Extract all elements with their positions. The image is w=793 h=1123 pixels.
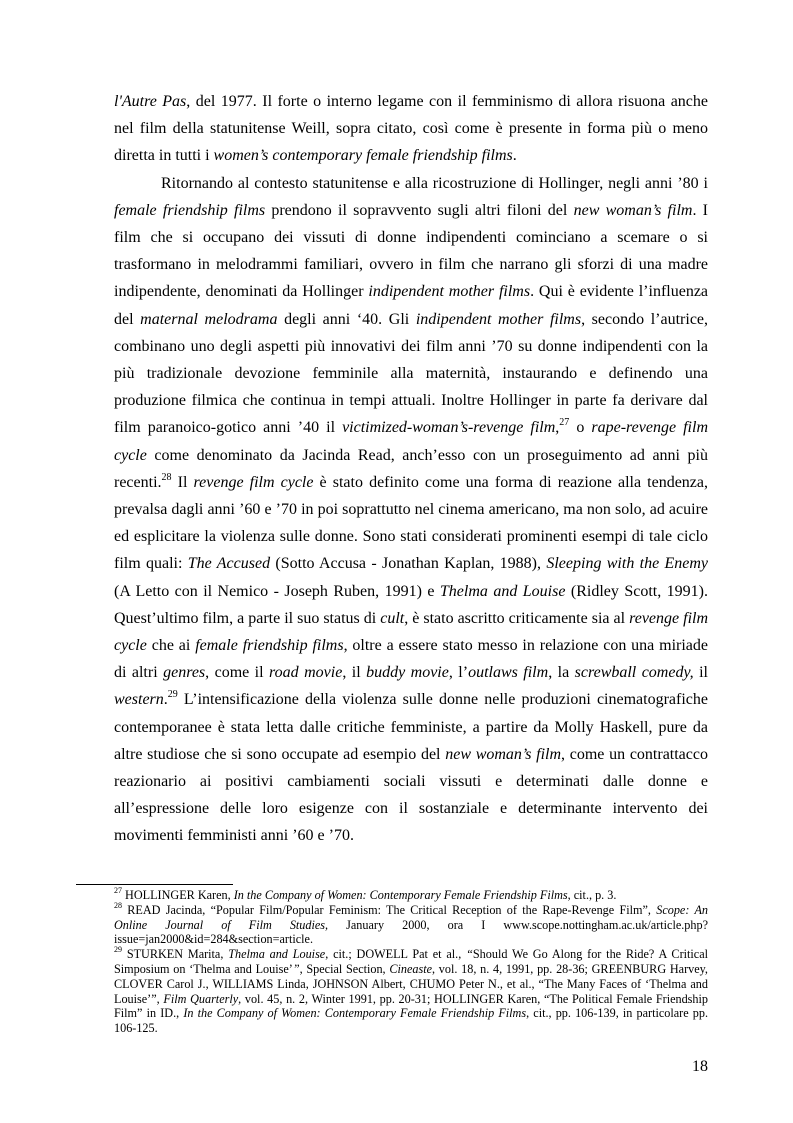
italic-term: outlaws film: [468, 664, 549, 682]
text-run: L’intensificazione della violenza sulle donne nelle produzioni cinematografiche contemporanee è stata letta dalle critiche femministe, a partire da Molly Haskell, pure da altre studiose che si sono occupate ad esempio del: [114, 691, 708, 763]
italic-title: In the Company of Women: Contemporary Female Friendship Films: [233, 888, 568, 902]
text-run: , del 1977. Il forte o interno legame con il femminismo di allora risuona anche nel film della statunitense Weill, sopra citato, così come è presente in forma più o meno diretta in tutti i: [114, 93, 709, 165]
italic-term: female friendship films: [195, 637, 344, 655]
text-run: , come un contrattacco reazionario ai positivi cambiamenti sociali vissuti e determinati dalle donne e all’espressione delle loro esigenze con il sostanziale e determinante intervento dei movimenti femministi anni ’60 e ’70.: [114, 745, 708, 845]
italic-term: western: [114, 691, 164, 709]
text-run: , oltre a essere stato messo in relazione con una miriade di altri: [114, 637, 709, 682]
text-run: , l’: [448, 664, 469, 682]
footnote-28: [114, 900, 708, 947]
text-run: ,: [555, 419, 560, 437]
italic-quote-mark: “: [466, 947, 473, 962]
text-run: . Qui è evidente l’influenza del: [114, 283, 709, 328]
text-run: o: [569, 419, 592, 437]
text-run: . I film che si occupano dei vissuti di donne indipendenti cominciano a scemare o si trasformano in melodrammi familiari, ovvero in film che narrano gli sforzi di una madre indipendente, denominati da Hollinger: [114, 201, 709, 301]
text-run: degli anni ‘40. Gli: [277, 310, 416, 328]
italic-term: victimized-woman’s-revenge film: [342, 419, 556, 437]
page-number: 18: [692, 1058, 708, 1075]
italic-title: The Accused: [187, 555, 271, 573]
text-run: che ai: [146, 637, 196, 655]
paragraph-2: [114, 170, 708, 850]
italic-title: Thelma and Louise: [228, 947, 326, 962]
text-run: , il: [342, 664, 367, 682]
italic-term: buddy movie: [366, 664, 449, 682]
footnote-ref-29[interactable]: 29: [167, 689, 178, 701]
italic-term: new woman’s film: [573, 201, 693, 219]
italic-term: revenge film cycle: [114, 609, 709, 655]
text-run: (Ridley Scott, 1991). Quest’ultimo film, a parte il suo status di: [114, 582, 709, 627]
italic-term: screwball comedy,: [574, 664, 694, 682]
text-run: , come il: [205, 664, 270, 682]
text-run: (Sotto Accusa - Jonathan Kaplan, 1988),: [270, 555, 547, 573]
text-run: prendono il sopravvento sugli altri filoni del: [265, 201, 574, 219]
footnote-separator: [76, 884, 233, 885]
text-run: , vol. 18, n. 4, 1991, pp. 28-36; GREENBURG Harvey, CLOVER Carol J., WILLIAMS Linda, JOHNSON Albert, CHUMO Peter N., et al., “The Many Faces of ‘Thelma and Louise’”,: [114, 961, 708, 1006]
text-run: , la: [548, 664, 575, 682]
main-text: [114, 88, 708, 850]
footnotes: [114, 885, 709, 1036]
italic-term: indipendent mother films: [368, 283, 531, 301]
text-run: come denominato da Jacinda Read, anch’esso con un proseguimento ad anni più recenti.: [114, 446, 708, 491]
italic-title: Scope: An Online Journal of Film Studies,: [114, 902, 708, 932]
italic-title: l'Autre Pas: [114, 93, 187, 110]
text-run: , vol. 45, n. 2, Winter 1991, pp. 20-31; HOLLINGER Karen, “The Political Female Friendship Film” in ID.,: [114, 991, 708, 1021]
italic-term: new woman’s film: [445, 745, 562, 763]
footnote-number: 28: [114, 900, 122, 910]
italic-title: Cineaste: [389, 961, 433, 976]
italic-term: road movie: [269, 664, 343, 682]
text-run: (A Letto con il Nemico - Joseph Ruben, 1991) e: [114, 582, 440, 600]
text-run: , secondo l’autrice, combinano uno degli aspetti più innovativi dei film anni ’70 su donne indipendenti con la più tradizionale devozione femminile alla maternità, instaurando e definendo una produzione filmica che continua in tempi attuali. Inoltre Hollinger in parte fa derivare dal film paranoico-gotico anni ’40 il: [114, 310, 709, 437]
italic-title: Thelma and Louise: [439, 582, 566, 600]
italic-title: Sleeping with the Enemy: [546, 555, 709, 573]
footnote-27: [114, 885, 708, 903]
text-run: STURKEN Marita,: [122, 947, 229, 962]
italic-term: women’s contemporary female friendship films: [213, 147, 513, 165]
text-run: HOLLINGER Karen,: [122, 888, 234, 902]
text-run: Should We Go Along for the Ride? A Critical Simposium on ‘Thelma and Louise’: [114, 947, 708, 976]
italic-quote-mark: ”: [292, 961, 300, 976]
italic-term: female friendship films: [114, 201, 266, 219]
italic-title: In the Company of Women: Contemporary Female Friendship Films: [183, 1006, 527, 1021]
italic-term: indipendent mother films: [415, 310, 582, 328]
footnote-29: [114, 947, 708, 1036]
footnote-number: 27: [114, 885, 122, 895]
footnote-ref-27[interactable]: 27: [559, 417, 570, 429]
text-run: , cit., pp. 106-139, in particolare pp. 106-125.: [114, 1006, 709, 1036]
text-run: , cit.; DOWELL Pat et al.,: [325, 947, 467, 962]
text-run: Il: [171, 473, 194, 491]
footnote-number: 29: [114, 945, 122, 955]
italic-title: Film Quarterly: [163, 991, 239, 1006]
text-run: .: [512, 147, 517, 165]
italic-term: revenge film cycle: [193, 473, 314, 491]
italic-term: cult: [380, 609, 405, 627]
paragraph-1: [114, 88, 708, 170]
footnote-url[interactable]: January 2000, ora I www.scope.nottingham.ac.uk/article.php?issue=jan2000&id=284&section=article.: [114, 917, 708, 947]
text-run: .: [163, 691, 168, 709]
italic-term: genres: [163, 664, 206, 682]
italic-term: rape-revenge film cycle: [114, 419, 709, 464]
text-run: , cit., p. 3.: [567, 888, 617, 902]
text-run: READ Jacinda, “Popular Film/Popular Feminism: The Critical Reception of the Rape-Revenge Film”,: [122, 902, 657, 917]
text-run: , è stato ascritto criticamente sia al: [404, 609, 630, 627]
text-run: , Special Section,: [299, 961, 390, 976]
italic-term: maternal melodrama: [140, 310, 278, 328]
footnote-ref-28[interactable]: 28: [161, 471, 172, 483]
text-run: il: [693, 664, 709, 682]
text-run: Ritornando al contesto statunitense e alla ricostruzione di Hollinger, negli anni ’80 i: [161, 174, 708, 192]
text-run: è stato definito come una forma di reazione alla tendenza, prevalsa dagli anni ’60 e ’70 in poi soprattutto nel cinema americano, ma non solo, ad acuire ed esplicitare la violenza sulle donne. Sono stati considerati prominenti esempi di tale ciclo film quali:: [114, 473, 709, 573]
